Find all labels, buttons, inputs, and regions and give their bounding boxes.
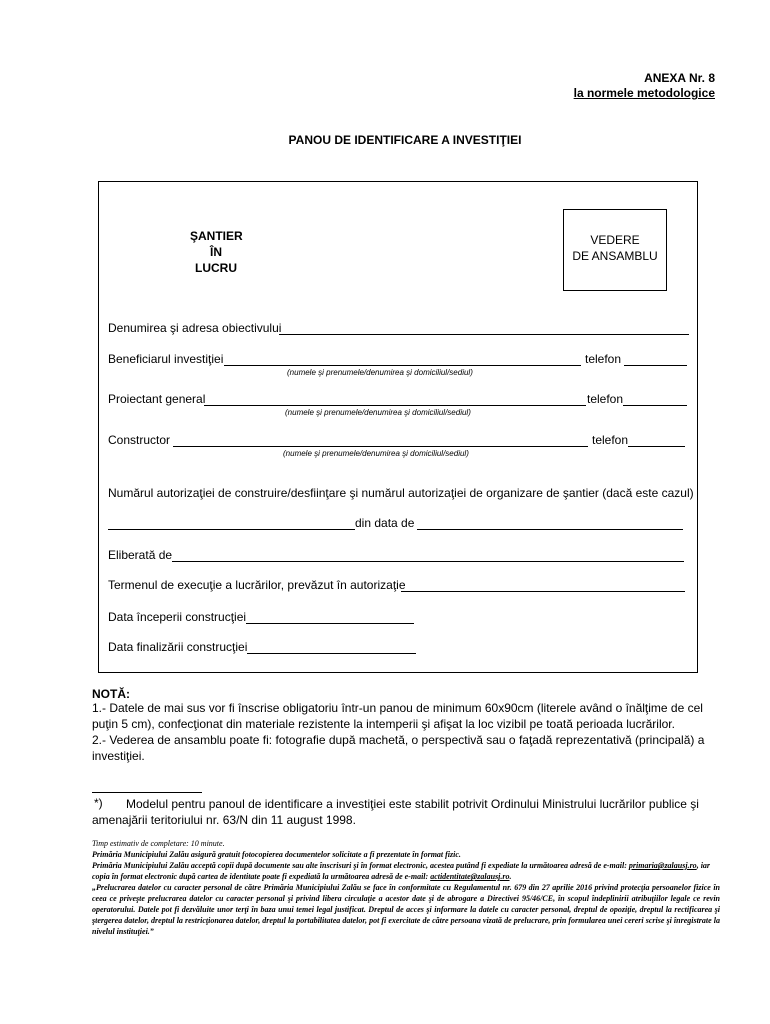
constructor-telefon-field[interactable] bbox=[628, 446, 685, 447]
in-word: ÎN bbox=[210, 245, 222, 259]
denumirea-field[interactable] bbox=[279, 334, 689, 335]
beneficiar-telefon-field[interactable] bbox=[624, 365, 687, 366]
proiectant-caption: (numele şi prenumele/denumirea şi domiciliul/sediul) bbox=[285, 408, 471, 417]
proiectant-field[interactable] bbox=[204, 405, 586, 406]
beneficiar-field[interactable] bbox=[224, 365, 581, 366]
annex-number: ANEXA Nr. 8 bbox=[644, 71, 715, 85]
santier-in-lucru-label bbox=[190, 228, 242, 276]
vedere-ansamblu-box bbox=[563, 209, 667, 291]
fotocopiere-note: Primăria Municipiului Zalău asigură gratuit fotocopierea documentelor solicitate a fi prezentate în format fizic. bbox=[92, 850, 461, 859]
lucru-word: LUCRU bbox=[195, 261, 237, 275]
email-note-text-b: , iar copia în format electronic după cartea de identitate poate fi expediată la următoarea adresă de e-mail: bbox=[92, 861, 711, 881]
numar-autorizatie-label: Numărul autorizaţiei de construire/desfiinţare şi numărul autorizaţiei de organizare de şantier (dacă este cazul) bbox=[108, 486, 694, 500]
termen-label: Termenul de execuţie a lucrărilor, prevăzut în autorizaţie bbox=[108, 578, 406, 592]
numar-autorizatie-field[interactable] bbox=[108, 529, 355, 530]
beneficiar-caption: (numele şi prenumele/denumirea şi domiciliul/sediul) bbox=[287, 368, 473, 377]
timp-estimativ: Timp estimativ de completare: 10 minute. bbox=[92, 839, 225, 848]
data-finalizarii-label: Data finalizării construcţiei bbox=[108, 640, 248, 654]
proiectant-telefon-field[interactable] bbox=[623, 405, 687, 406]
page-title: PANOU DE IDENTIFICARE A INVESTIŢIEI bbox=[288, 133, 522, 147]
beneficiar-telefon-label: telefon bbox=[585, 352, 622, 366]
footnote-separator bbox=[92, 792, 202, 793]
proiectant-telefon-label: telefon bbox=[587, 392, 624, 406]
santier-word: ŞANTIER bbox=[190, 229, 243, 243]
denumirea-label: Denumirea şi adresa obiectivului bbox=[108, 321, 282, 335]
gdpr-note: „Prelucrarea datelor cu caracter personal de către Primăria Municipiului Zalău se face în conformitate cu Regulamentul nr. 679 din 27 aprilie 2016 privind protecţia persoanelor fizice în ceea ce priveşte prelucrarea datelor cu caracter personal şi privind libera circulaţie a acestor date şi de abrogare a Directivei 95/46/CE, în scopul îndeplinirii atribuţiilor legale ce revin operatorului. Datele pot fi dezvăluite unor terţi în baza unui temei legal justificat. Dreptul de acces şi informare la datele cu caracter personal, dreptul de opoziţie, dreptul la rectificarea şi ştergerea datelor, dreptul la restricţionarea datelor, dreptul la portabilitatea datelor, pot fi exercitate de către persoana vizată de prelucrare, prin formularea unei cereri scrise şi înregistrate la nivelul instituţiei.” bbox=[92, 883, 720, 936]
email-link-actidentitate[interactable]: actidentitate@zalausj.ro bbox=[430, 872, 510, 881]
nota-title: NOTĂ: bbox=[92, 687, 130, 701]
footnote-marker: *) bbox=[94, 796, 103, 810]
din-data-field[interactable] bbox=[417, 529, 683, 530]
din-data-label: din data de bbox=[355, 516, 415, 530]
data-finalizarii-field[interactable] bbox=[247, 653, 416, 654]
constructor-telefon-label: telefon bbox=[592, 433, 629, 447]
vedere-word: VEDERE bbox=[590, 233, 640, 247]
nota-item-2: 2.- Vederea de ansamblu poate fi: fotografie după machetă, o perspectivă sau o faţadă reprezentativă (principală) a investiţiei. bbox=[92, 733, 705, 763]
email-link-primaria[interactable]: primaria@zalausj.ro bbox=[628, 861, 697, 870]
email-note-text-c: . bbox=[509, 872, 512, 881]
beneficiar-label: Beneficiarul investiţiei bbox=[108, 352, 224, 366]
termen-field[interactable] bbox=[401, 591, 685, 592]
data-inceperii-field[interactable] bbox=[246, 623, 414, 624]
constructor-label: Constructor bbox=[108, 433, 171, 447]
eliberata-field[interactable] bbox=[172, 561, 684, 562]
data-inceperii-label: Data începerii construcţiei bbox=[108, 610, 247, 624]
footnote-text: Modelul pentru panoul de identificare a investiţiei este stabilit potrivit Ordinului Ministrului lucrărilor publice şi amenajării teritoriului nr. 63/N din 11 august 1998. bbox=[92, 797, 699, 827]
email-note bbox=[92, 860, 720, 882]
small-print bbox=[92, 838, 720, 937]
de-ansamblu-words: DE ANSAMBLU bbox=[572, 249, 658, 263]
email-note-text-a: Primăria Municipiului Zalău acceptă copii după documente sau alte înscrisuri şi în format electronic, acestea putând fi expediate la următoarea adresă de e-mail: bbox=[92, 861, 629, 870]
proiectant-label: Proiectant general bbox=[108, 392, 206, 406]
nota-item-1: 1.- Datele de mai sus vor fi înscrise obligatoriu într-un panou de minimum 60x90cm (literele având o înălţime de cel puţin 5 cm), confecţionat din materiale rezistente la intemperii şi afişat la loc vizibil pe toată perioada lucrărilor. bbox=[92, 701, 703, 731]
constructor-caption: (numele şi prenumele/denumirea şi domiciliul/sediul) bbox=[283, 449, 469, 458]
annex-subtitle: la normele metodologice bbox=[573, 86, 715, 100]
constructor-field[interactable] bbox=[173, 446, 588, 447]
eliberata-label: Eliberată de bbox=[108, 548, 173, 562]
